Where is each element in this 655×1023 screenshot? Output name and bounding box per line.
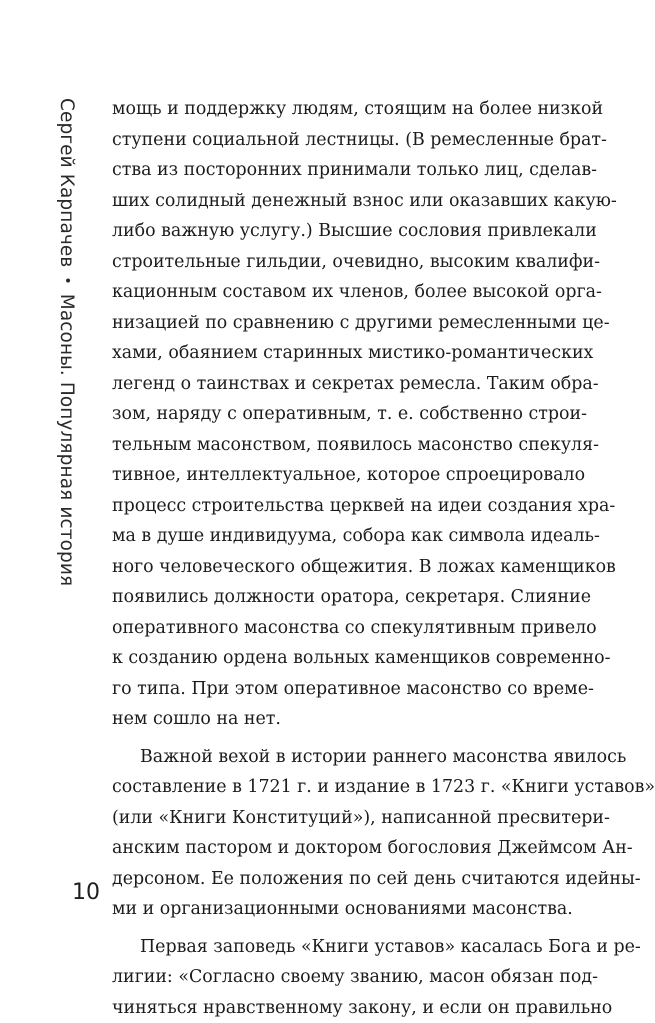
text-line: ших солидный денежный взнос или оказавших какую- [112, 186, 579, 217]
paragraph [112, 932, 579, 1023]
text-line: (или «Книги Конституций»), написанной пресвитери- [112, 803, 579, 834]
text-line: тивное, интеллектуальное, которое спроецировало [112, 460, 579, 491]
text-line: дерсоном. Ее положения по сей день считаются идейны- [112, 864, 579, 895]
text-line: тельным масонством, появилось масонство спекуля- [112, 430, 579, 461]
text-line: ства из посторонних принимали только лиц, сделав- [112, 155, 579, 186]
running-head-title: Масоны. Популярная история [56, 294, 77, 586]
text-line: ступени социальной лестницы. (В ремесленные брат- [112, 125, 579, 156]
text-line: ного человеческого общежития. В ложах каменщиков [112, 552, 579, 583]
text-line: легенд о таинствах и секретах ремесла. Таким обра- [112, 369, 579, 400]
paragraph-gap [112, 925, 579, 932]
paragraph-gap [112, 735, 579, 742]
text-line: анским пастором и доктором богословия Джеймсом Ан- [112, 833, 579, 864]
text-line: либо важную услугу.) Высшие сословия привлекали [112, 216, 579, 247]
text-line: низацией по сравнению с другими ремесленными це- [112, 308, 579, 339]
running-head-author: Сергей Карпачев [56, 98, 77, 267]
text-line: го типа. При этом оперативное масонство со време- [112, 674, 579, 705]
text-line: строительные гильдии, очевидно, высоким квалифи- [112, 247, 579, 278]
text-line: Первая заповедь «Книги уставов» касалась Бога и ре- [112, 932, 579, 963]
paragraph [112, 742, 579, 925]
text-line: лигии: «Согласно своему званию, масон обязан под- [112, 962, 579, 993]
running-head-separator: • [53, 276, 81, 284]
text-line: нем сошло на нет. [112, 704, 579, 735]
text-line: оперативного масонства со спекулятивным привело [112, 613, 579, 644]
paragraph [112, 94, 579, 735]
text-line: ми и организационными основаниями масонства. [112, 894, 579, 925]
text-line: хами, обаянием старинных мистико-романтических [112, 338, 579, 369]
body-text [112, 94, 579, 1023]
text-line: чиняться нравственному закону, и если он правильно [112, 993, 579, 1023]
text-line: Важной вехой в истории раннего масонства явилось [112, 742, 579, 773]
text-line: кационным составом их членов, более высокой орга- [112, 277, 579, 308]
page-number: 10 [72, 878, 100, 908]
text-line: появились должности оратора, секретаря. Слияние [112, 582, 579, 613]
text-line: мощь и поддержку людям, стоящим на более низкой [112, 94, 579, 125]
text-line: к созданию ордена вольных каменщиков современно- [112, 643, 579, 674]
text-line: зом, наряду с оперативным, т. е. собственно строи- [112, 399, 579, 430]
text-line: составление в 1721 г. и издание в 1723 г. «Книги уставов» [112, 772, 579, 803]
text-line: ма в душе индивидуума, собора как символа идеаль- [112, 521, 579, 552]
text-line: процесс строительства церквей на идеи создания хра- [112, 491, 579, 522]
running-head [52, 98, 80, 658]
